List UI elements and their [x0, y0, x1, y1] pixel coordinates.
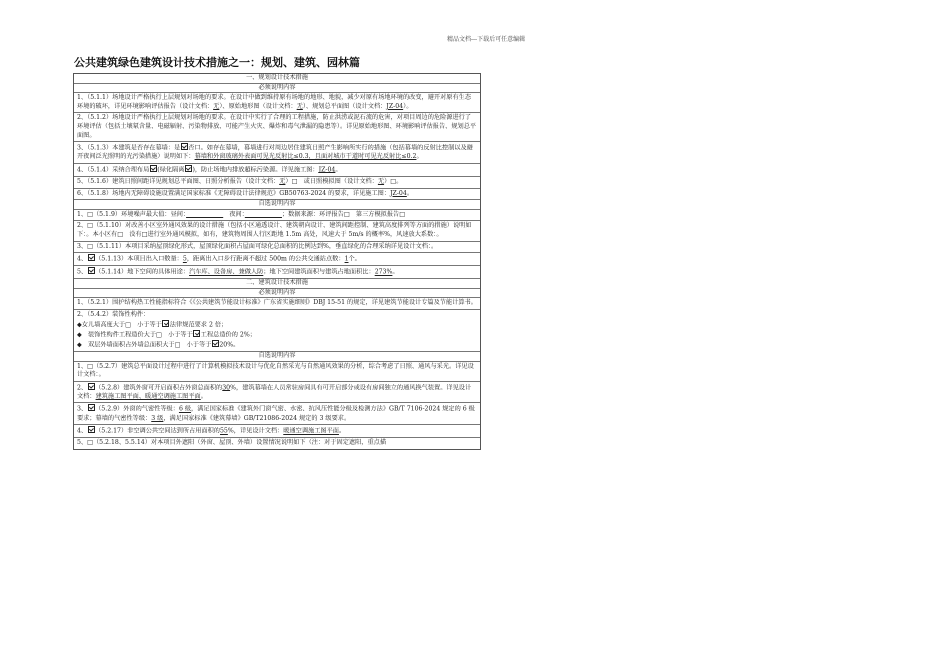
checkbox-checked-icon[interactable] [181, 143, 188, 150]
s2-bullet-2: ◆ 装饰性构件工程造价大于□ 小于等于 工程总造价的 2%； [77, 331, 256, 339]
checkbox-checked-icon[interactable] [193, 330, 200, 337]
checkbox-checked-icon[interactable] [88, 254, 95, 261]
checkbox-checked-icon[interactable] [88, 404, 95, 411]
s2-item-1: 1、（5.2.1）围护结构热工性能指标符合《《公共建筑节能设计标准》广东省实施细则》DBJ 15-51 的规定，详见建筑节能设计专篇及节能计算书。 [74, 298, 480, 310]
section-1-mandatory-heading: 必须说明内容 [74, 84, 480, 94]
s1-item-1: 1、（5.1.1）场地设计严格执行上层规划对场地的要求。在设计中做到维持原有场地的地形、地貌，减少对原有场地环境的改变，避开对原有生态环境的破坏，详见环境影响评估报告（设计文档：无）、原始地形图（设计文档：无）、规划总平面图（设计文档：JZ-04）。 [74, 93, 480, 113]
s2-opt-1: 1、□（5.2.7）建筑总平面设计过程中进行了计算机模拟技术设计与优化自然采光与自然通风效果的分析，综合考虑了日照、通风与采光。详见设计文档：。 [74, 362, 480, 382]
section-1-heading: 一、规划设计技术措施 [74, 74, 480, 84]
s2-opt-5: 5、□（5.2.18、5.5.14）对本项目外遮阳（外窗、屋顶、外墙）设置情况说明如下（注：对于固定遮阳，重点描 [77, 439, 387, 447]
s1-opt-5: 5、 （5.1.14）地下空间的具体用途：汽车库、设备房、兼做人防；地下空间建筑面积与建筑占地面积比：273%。 [74, 266, 480, 279]
checkbox-checked-icon[interactable] [185, 165, 192, 172]
s2-bullet-3: ◆ 双层外墙面积占外墙总面积大于□ 小于等于 20%。 [77, 341, 240, 349]
s1-opt-1: 1、□（5.1.9）环境噪声最大值：昼间： 夜间： ；数据来源：环评报告□ 第三方模拟报告□ [74, 210, 480, 222]
s2-opt-3: 3、 （5.2.9）外窗的气密性等级：6 级，满足国家标准《建筑外门窗气密、水密、抗风压性能分级及检测方法》GB/T 7106-2024 规定的 6 级要求；幕墙的气密性等级：3 级，满足国家标准《建筑幕墙》GB/T21086-2024 规定的 3 级要求。 [74, 403, 480, 425]
checkbox-checked-icon[interactable] [88, 267, 95, 274]
header-note: 精品文档---下载后可任意编辑 [447, 36, 526, 43]
s1-item-5: 5、（5.1.6）建筑日照间距详见规划总平面图、日照分析报告（设计文档：无）□ 或日照模拟图（设计文档：无）□。 [74, 177, 480, 189]
s2-item-2: 2、（5.4.2）装饰性构件： ◆女儿墙高度大于□ 小于等于 法律规范要求 2 倍； ◆ 装饰性构件工程造价大于□ 小于等于 工程总造价的 2%； ◆ 双层外墙面积占外墙总面积大于□ 小于等于 20%。 [74, 310, 480, 352]
section-2-heading: 二、建筑设计技术措施 [74, 279, 480, 289]
s1-item-2: 2、（5.1.2）场地设计严格执行上层规划对场地的要求。在设计中实行了合理的工程措施，防止洪涝或泥石流的危害，对项目周边的危险源进行了环境评估（包括土壤氡含量、电磁辐射、污染物排放、可能产生火灾、爆炸和毒气泄漏的隐患等）。详见原始地形图、环境影响评估报告、规划总平面图。 [74, 113, 480, 142]
checkbox-checked-icon[interactable] [150, 165, 157, 172]
s1-opt-3: 3、□（5.1.11）本项目采纳屋顶绿化形式，屋顶绿化面积占屋面可绿化总面积的比例达到%，垂直绿化的合理采纳详见设计文档：。 [74, 242, 480, 254]
design-table [73, 73, 481, 450]
s1-item-3: 3、（5.1.3）本建筑是否存在幕墙：是 否口。如存在幕墙，幕墙进行对周边居住建筑日照产生影响所实行的措施（包括幕墙的反射比控制以及避开夜间泛光照明的光污染措施）说明如下：幕墙和外窗玻璃外表面可见光反射比≤0.3，且面对城市干道时可见光反射比≤0.2。 [74, 142, 480, 164]
checkbox-checked-icon[interactable] [88, 383, 95, 390]
s2-bullet-1: ◆女儿墙高度大于□ 小于等于 法律规范要求 2 倍； [77, 321, 228, 329]
page-title: 公共建筑绿色建筑设计技术措施之一：规划、建筑、园林篇 [74, 56, 360, 69]
s1-item-4: 4、（5.1.4）采纳合理布局 (绿化隔离 )，防止场地内排放超标污染源。详见施工图：JZ-04。 [74, 164, 480, 177]
checkbox-checked-icon[interactable] [88, 426, 95, 433]
s2-opt-4: 4、 （5.2.17）非空调公共空间达到所占用面积的55%，详见设计文档：暖通空调施工图平面。 [74, 425, 480, 438]
s1-item1-value1: 无 [213, 102, 220, 110]
section-2-optional-heading: 自选说明内容 [74, 352, 480, 362]
s1-opt-4: 4、 （5.1.13）本项目出入口数量：5，距离出入口步行距离不超过 500m 的公共交通站点数：1个。 [74, 253, 480, 266]
s2-opt-2: 2、 （5.2.8）建筑外窗可开启面积占外窗总面积的30%，建筑幕墙在人员常驻房间具有可开启部分或设有房间独立的通风换气装置。详见设计文档：建筑施工图平面、暖通空调施工图平面。 [74, 382, 480, 404]
s1-item-6: 6、（5.1.8）场地内无障碍设施设置满足国家标准《无障碍设计法律规范》GB50763-2024 的要求，详见施工图：JZ-04。 [74, 189, 480, 201]
checkbox-checked-icon[interactable] [212, 340, 219, 347]
s1-opt-2: 2、□（5.1.10）对改善小区室外通风效果的设计措施（包括小区通透设计、建筑朝向设计、建筑间距控制、建筑高度排列等方面的措施）说明如下：。本小区有□ 没有□进行室外通风模拟，如有，建筑物周围人行区距地 1.5m 高处，风速大于 5m/s 的概率%，风速放大系数：。 [74, 221, 480, 241]
checkbox-checked-icon[interactable] [162, 320, 169, 327]
section-2-mandatory-heading: 必须说明内容 [74, 289, 480, 299]
section-1-optional-heading: 自选说明内容 [74, 200, 480, 210]
